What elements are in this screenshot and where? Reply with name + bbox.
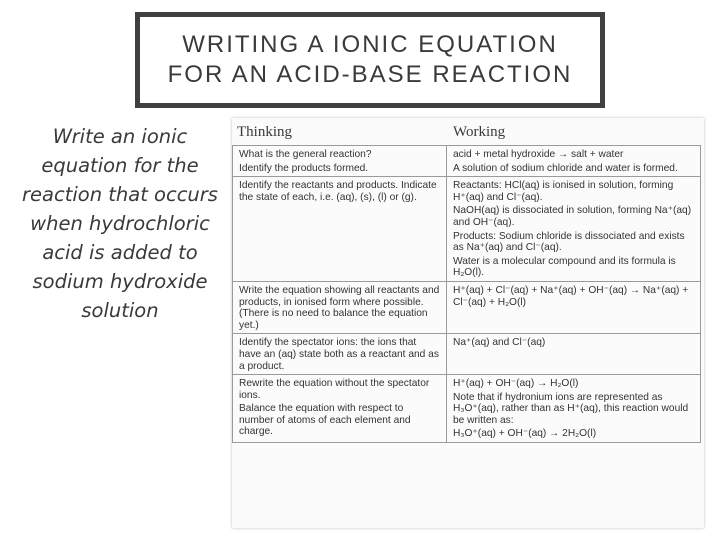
table-row: [233, 177, 701, 282]
column-header-thinking: Thinking: [237, 124, 292, 140]
thinking-cell: [233, 375, 447, 443]
working-text: H⁺(aq) + Cl⁻(aq) + Na⁺(aq) + OH⁻(aq) → Na⁺(aq) + Cl⁻(aq) + H₂O(l): [453, 284, 689, 308]
thinking-text: Write the equation showing all reactants and products, in ionised form where possible. (There is no need to balance the equation yet.): [239, 284, 440, 331]
thinking-cell: [233, 146, 447, 177]
working-cell: [447, 146, 701, 177]
working-text: NaOH(aq) is dissociated in solution, forming Na⁺(aq) and OH⁻(aq).: [453, 205, 692, 228]
working-text: Na⁺(aq) and Cl⁻(aq): [453, 337, 546, 349]
working-cell: [447, 281, 701, 333]
table-row: [233, 281, 701, 333]
working-text: Water is a molecular compound and its formula is H₂O(l).: [453, 255, 676, 279]
table-row: [233, 146, 701, 177]
working-text: Note that if hydronium ions are represented as H₃O⁺(aq), rather than as H⁺(aq), this reaction would be written as:: [453, 391, 689, 426]
working-cell: [447, 177, 701, 282]
working-text: Reactants: HCl(aq) is ionised in solution, forming H⁺(aq) and Cl⁻(aq).: [453, 180, 674, 203]
worked-example-table: [232, 145, 701, 443]
working-cell: [447, 375, 701, 443]
thinking-text: Identify the spectator ions: the ions that have an (aq) state both as a reactant and as a product.: [239, 337, 439, 372]
working-text: H⁺(aq) + OH⁻(aq) → H₂O(l): [453, 378, 579, 390]
thinking-cell: [233, 177, 447, 282]
title-box: [135, 12, 605, 108]
table-row: [233, 375, 701, 443]
column-header-working: Working: [453, 124, 506, 140]
thinking-cell: [233, 281, 447, 333]
working-text: Products: Sodium chloride is dissociated and exists as Na⁺(aq) and Cl⁻(aq).: [453, 230, 685, 254]
working-cell: [447, 334, 701, 375]
table-row: [233, 334, 701, 375]
title-line-1: WRITING A IONIC EQUATION: [182, 31, 558, 58]
thinking-text: What is the general reaction?: [239, 149, 372, 160]
title-line-2: FOR AN ACID-BASE REACTION: [167, 61, 573, 88]
thinking-text: Identify the reactants and products. Indicate the state of each, i.e. (aq), (s), (l) or (g).: [239, 180, 437, 203]
working-text: H₃O⁺(aq) + OH⁻(aq) → 2H₂O(l): [453, 428, 597, 440]
question-prompt: Write an ionic equation for the reaction that occurs when hydrochloric acid is added to sodium hydroxide solution: [22, 125, 218, 322]
thinking-text: Balance the equation with respect to number of atoms of each element and charge.: [239, 403, 411, 438]
working-text: acid + metal hydroxide → salt + water: [453, 149, 624, 160]
thinking-text: Identify the products formed.: [239, 162, 369, 174]
working-text: A solution of sodium chloride and water is formed.: [453, 162, 678, 174]
thinking-cell: [233, 334, 447, 375]
thinking-text: Rewrite the equation without the spectator ions.: [239, 378, 430, 401]
